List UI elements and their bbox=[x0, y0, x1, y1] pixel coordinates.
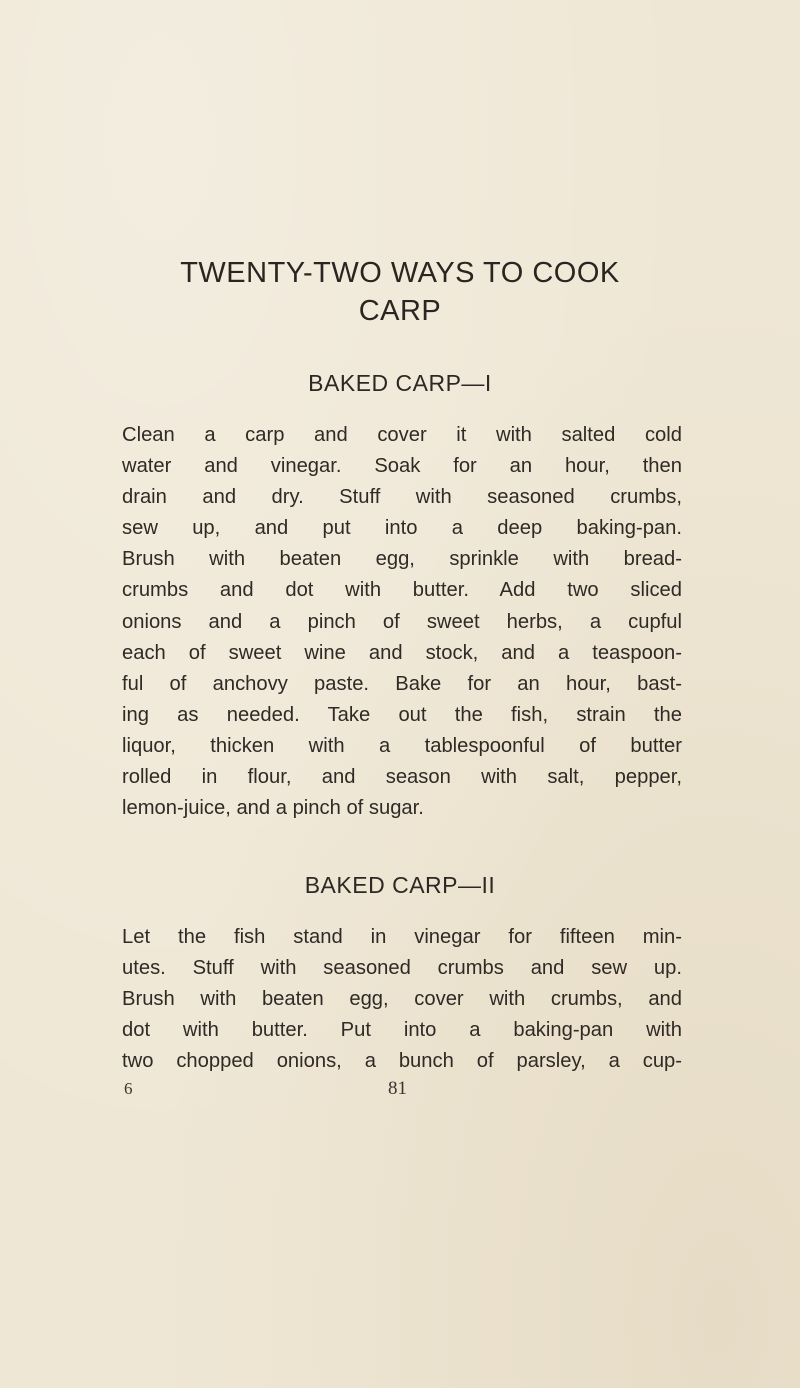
signature-mark: 6 bbox=[124, 1079, 133, 1098]
paragraph-line: water and vinegar. Soak for an hour, then bbox=[122, 455, 682, 478]
paragraph-line: two chopped onions, a bunch of parsley, a cup- bbox=[122, 1050, 682, 1073]
paragraph-line: dot with butter. Put into a baking-pan with bbox=[122, 1019, 682, 1042]
chapter-title bbox=[0, 254, 800, 330]
paragraph-line: liquor, thicken with a tablespoonful of butter bbox=[122, 734, 682, 757]
paragraph-line: drain and dry. Stuff with seasoned crumbs, bbox=[122, 486, 682, 509]
recipe-title-baked-carp-2: BAKED CARP—II bbox=[304, 872, 496, 898]
paragraph-line: Clean a carp and cover it with salted cold bbox=[122, 424, 682, 446]
paragraph-line: ing as needed. Take out the fish, strain the bbox=[122, 703, 682, 726]
chapter-title-line-1: TWENTY-TWO WAYS TO COOK bbox=[180, 257, 620, 289]
paragraph-line: utes. Stuff with seasoned crumbs and sew up. bbox=[122, 957, 682, 980]
paragraph-line: Brush with beaten egg, sprinkle with bread- bbox=[122, 548, 682, 571]
paragraph-line: each of sweet wine and stock, and a teaspoon- bbox=[122, 641, 682, 664]
recipe-paragraph-baked-carp-1 bbox=[122, 420, 682, 824]
paragraph-line: Brush with beaten egg, cover with crumbs, and bbox=[122, 988, 682, 1011]
paragraph-line: lemon-juice, and a pinch of sugar. bbox=[122, 797, 424, 820]
paragraph-line: crumbs and dot with butter. Add two sliced bbox=[122, 579, 682, 602]
paragraph-line: onions and a pinch of sweet herbs, a cupful bbox=[122, 610, 682, 633]
page-number: 81 bbox=[388, 1078, 407, 1099]
paragraph-line: sew up, and put into a deep baking-pan. bbox=[122, 517, 682, 540]
paragraph-line: ful of anchovy paste. Bake for an hour, bast- bbox=[122, 672, 682, 695]
paragraph-line: rolled in flour, and season with salt, pepper, bbox=[122, 766, 682, 789]
recipe-title-baked-carp-1: BAKED CARP—I bbox=[308, 370, 492, 396]
recipe-paragraph-baked-carp-2 bbox=[122, 922, 682, 1077]
paragraph-line: Let the fish stand in vinegar for fifteen min- bbox=[122, 926, 682, 948]
chapter-title-line-2: CARP bbox=[358, 295, 442, 327]
